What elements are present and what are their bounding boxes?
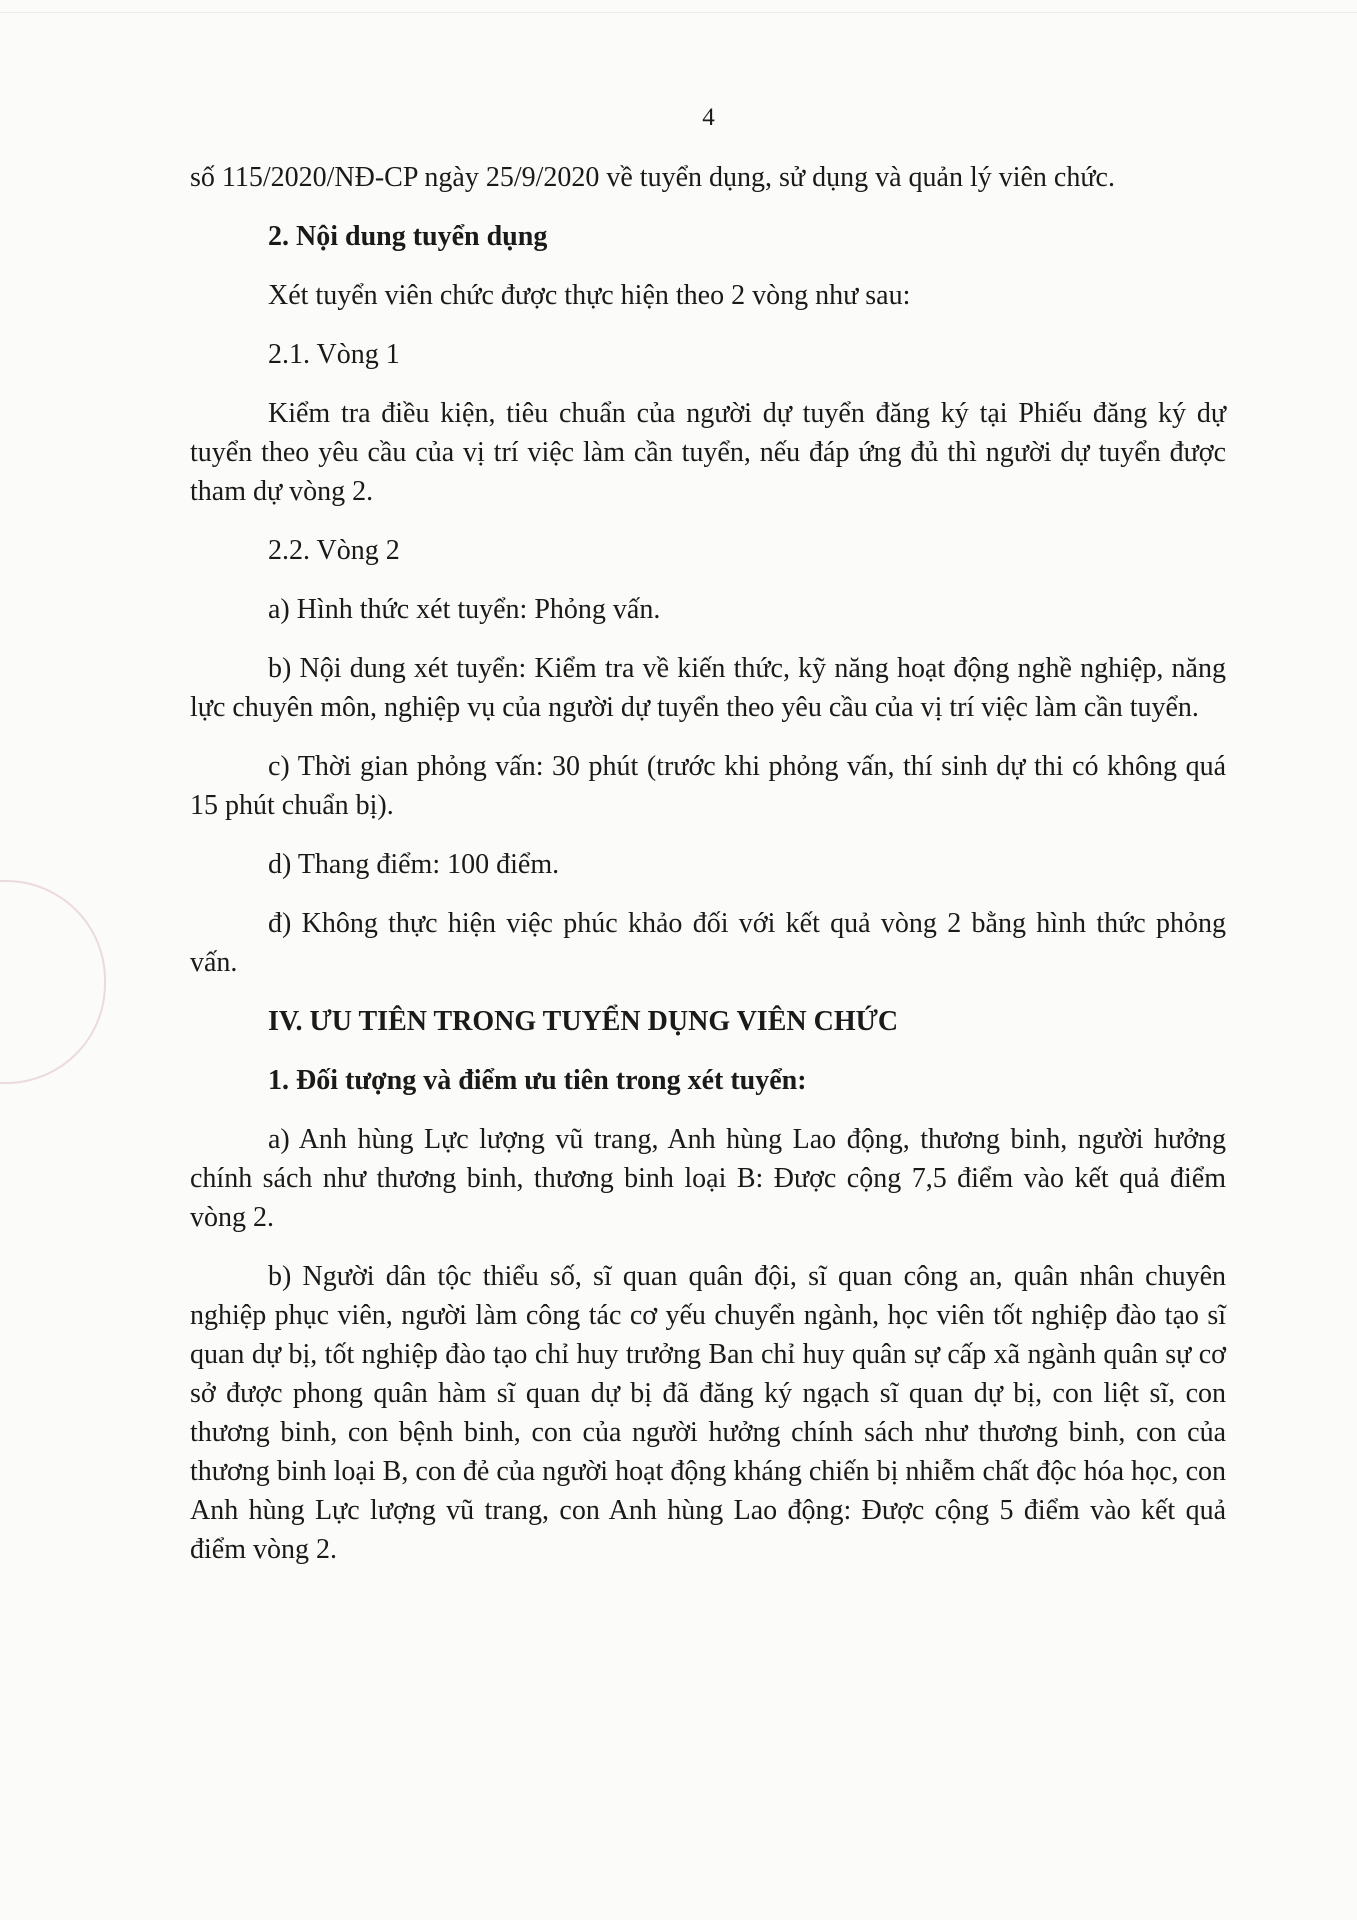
paragraph-round-1: Kiểm tra điều kiện, tiêu chuẩn của người dự tuyển đăng ký tại Phiếu đăng ký dự tuyển theo yêu cầu của vị trí việc làm cần tuyển, nếu đáp ứng đủ thì người dự tuyển được tham dự vòng 2. (190, 398, 1226, 507)
priority-item-a: a) Anh hùng Lực lượng vũ trang, Anh hùng Lao động, thương binh, người hưởng chính sách như thương binh, thương binh loại B: Được cộng 7,5 điểm vào kết quả điểm vòng 2. (190, 1124, 1226, 1233)
heading-section-iv: IV. ƯU TIÊN TRONG TUYỂN DỤNG VIÊN CHỨC (268, 1006, 899, 1037)
heading-priority-subjects: 1. Đối tượng và điểm ưu tiên trong xét tuyển: (268, 1065, 807, 1096)
heading-recruitment-content: 2. Nội dung tuyển dụng (268, 221, 548, 252)
priority-item-b: b) Người dân tộc thiểu số, sĩ quan quân đội, sĩ quan công an, quân nhân chuyên nghiệp phục viên, người làm công tác cơ yếu chuyển ngành, học viên tốt nghiệp đào tạo sĩ quan dự bị, tốt nghiệp đào tạo chỉ huy trưởng Ban chỉ huy quân sự cấp xã ngành quân sự cơ sở được phong quân hàm sĩ quan dự bị đã đăng ký ngạch sĩ quan dự bị, con liệt sĩ, con thương binh, con bệnh binh, con của người hưởng chính sách như thương binh, con của thương binh loại B, con đẻ của người hoạt động kháng chiến bị nhiễm chất độc hóa học, con Anh hùng Lực lượng vũ trang, con Anh hùng Lao động: Được cộng 5 điểm vào kết quả điểm vòng 2. (190, 1261, 1226, 1565)
item-dd-no-review: đ) Không thực hiện việc phúc khảo đối với kết quả vòng 2 bằng hình thức phỏng vấn. (190, 908, 1226, 978)
page-number: 4 (702, 104, 715, 131)
document-body (190, 158, 1226, 1569)
heading-round-1: 2.1. Vòng 1 (268, 339, 400, 370)
item-c-time: c) Thời gian phỏng vấn: 30 phút (trước khi phỏng vấn, thí sinh dự thi có không quá 15 phút chuẩn bị). (190, 751, 1226, 821)
item-a-format: a) Hình thức xét tuyển: Phỏng vấn. (268, 594, 661, 625)
stamp-mark (0, 880, 106, 1084)
scan-edge (0, 0, 1357, 13)
paragraph-rounds: Xét tuyển viên chức được thực hiện theo 2 vòng như sau: (268, 280, 911, 311)
item-b-content: b) Nội dung xét tuyển: Kiểm tra về kiến thức, kỹ năng hoạt động nghề nghiệp, năng lực chuyên môn, nghiệp vụ của người dự tuyển theo yêu cầu của vị trí việc làm cần tuyển. (190, 653, 1226, 723)
heading-round-2: 2.2. Vòng 2 (268, 535, 400, 566)
paragraph-legal-ref: số 115/2020/NĐ-CP ngày 25/9/2020 về tuyển dụng, sử dụng và quản lý viên chức. (190, 162, 1115, 193)
item-d-scale: d) Thang điểm: 100 điểm. (268, 849, 560, 880)
